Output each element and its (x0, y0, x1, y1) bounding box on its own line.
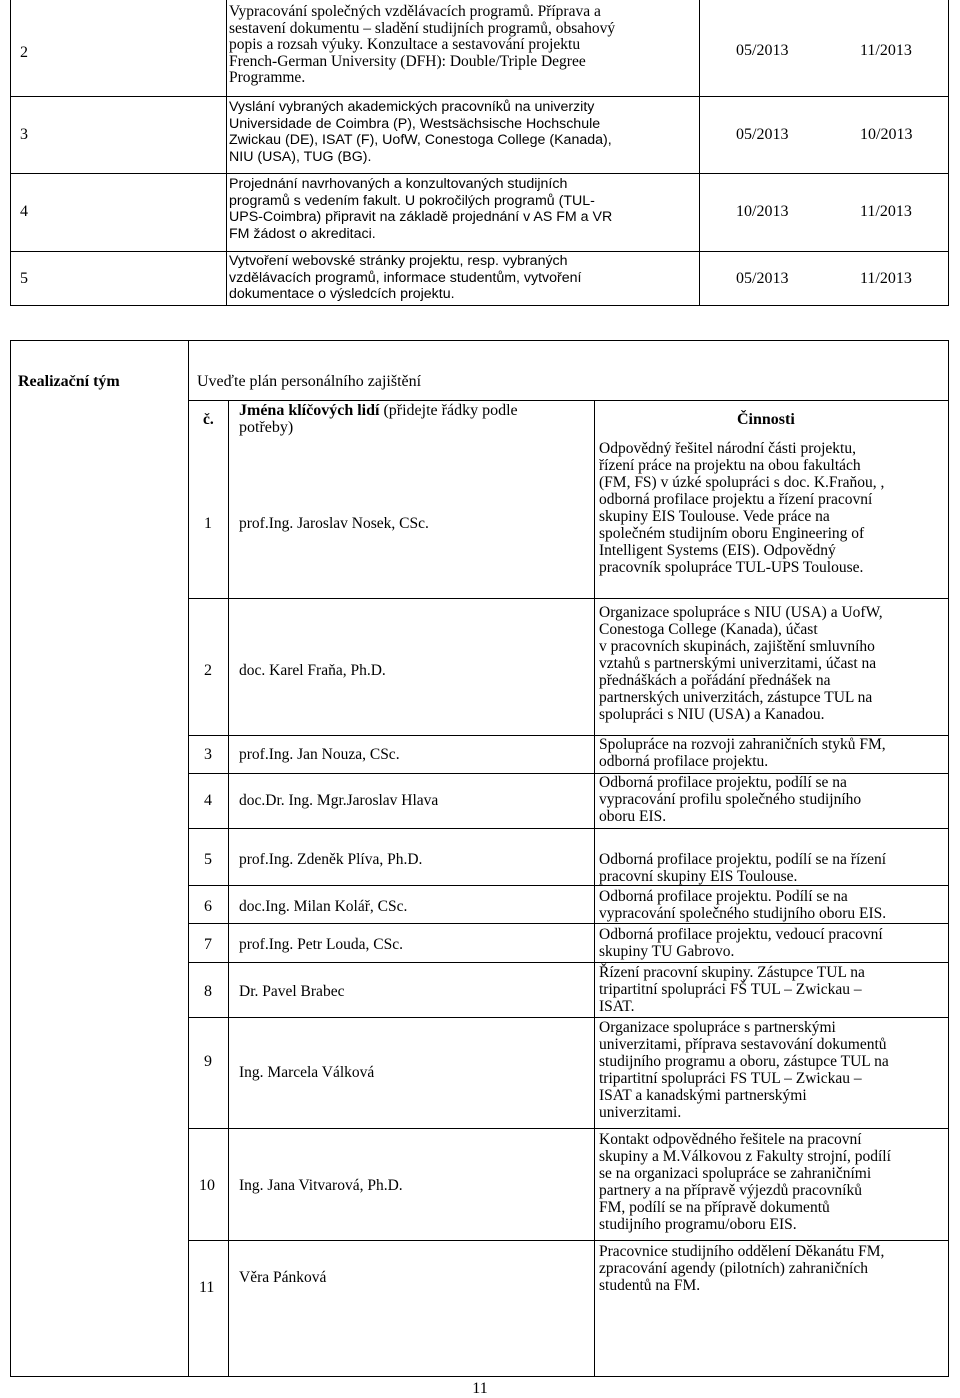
member-activity: Odborná profilace projektu, podílí se na řízení pracovní skupiny EIS Toulouse. (599, 851, 887, 885)
member-activity: Organizace spolupráce s partnerskými univerzitami, příprava sestavování dokumentů studijního programu a oboru, zástupce TUL na tripartitní spolupráci FS TUL – Zwickau – ISAT a kanadskými partnerskými univerzitami. (599, 1019, 889, 1121)
member-number: 1 (204, 515, 212, 532)
instruction-text: Uveďte plán personálního zajištění (197, 373, 422, 390)
column-header-activities: Činnosti (737, 411, 795, 428)
column-header-names-rest: (přidejte řádky podle potřeby) (239, 402, 518, 436)
schedule-row-end: 11/2013 (860, 203, 912, 220)
member-name: Dr. Pavel Brabec (239, 983, 345, 1000)
schedule-row-end: 11/2013 (860, 42, 912, 59)
schedule-row-end: 10/2013 (860, 126, 913, 143)
member-number: 5 (204, 851, 212, 868)
schedule-row-end: 11/2013 (860, 270, 912, 287)
schedule-row-number: 5 (20, 270, 28, 287)
member-number: 9 (204, 1053, 212, 1070)
column-header-names (239, 402, 589, 436)
member-name: doc.Ing. Milan Kolář, CSc. (239, 898, 408, 915)
member-number: 6 (204, 898, 212, 915)
member-number: 3 (204, 746, 212, 763)
schedule-row-number: 3 (20, 126, 28, 143)
member-name: prof.Ing. Zdeněk Plíva, Ph.D. (239, 851, 423, 868)
member-name: Věra Pánková (239, 1269, 327, 1286)
member-number: 11 (199, 1279, 215, 1296)
member-name: Ing. Jana Vitvarová, Ph.D. (239, 1177, 403, 1194)
member-name: prof.Ing. Petr Louda, CSc. (239, 936, 404, 953)
member-number: 7 (204, 936, 212, 953)
member-activity: Odborná profilace projektu, vedoucí pracovní skupiny TU Gabrovo. (599, 926, 883, 960)
member-number: 2 (204, 662, 212, 679)
member-activity: Organizace spolupráce s NIU (USA) a UofW, Conestoga College (Kanada), účast v pracovních skupinách, zajištění smluvního vztahů s partnerskými univerzitami, účast na přednáškách a pořádání přednášek na partnerských univerzitách, zástupce TUL na spolupráci s NIU (USA) a Kanadou. (599, 604, 883, 723)
member-number: 8 (204, 983, 212, 1000)
member-name: prof.Ing. Jaroslav Nosek, CSc. (239, 515, 429, 532)
member-activity: Kontakt odpovědného řešitele na pracovní skupiny a M.Válkovou z Fakulty strojní, podílí se na organizaci spolupráce se zahraničními partnery a na přípravě výjezdů pracovníků FM, podílí se na přípravě dokumentů studijního programu/oboru EIS. (599, 1131, 891, 1233)
member-name: Ing. Marcela Válková (239, 1064, 375, 1081)
member-name: doc. Karel Fraňa, Ph.D. (239, 662, 386, 679)
member-activity: Odborná profilace projektu. Podílí se na vypracování společného studijního oboru EIS. (599, 888, 887, 922)
member-activity: Spolupráce na rozvoji zahraničních styků FM, odborná profilace projektu. (599, 736, 886, 770)
schedule-row-start: 10/2013 (736, 203, 789, 220)
column-header-names-bold: Jména klíčových lidí (239, 402, 380, 419)
section-label: Realizační tým (18, 373, 120, 390)
schedule-row-start: 05/2013 (736, 126, 789, 143)
member-activity: Pracovnice studijního oddělení Děkanátu FM, zpracování agendy (pilotních) zahraničních studentů na FM. (599, 1243, 885, 1294)
schedule-row-text: Vypracování společných vzdělávacích programů. Příprava a sestavení dokumentu – sladění studijních programů, obsahový popis a rozsah výuky. Konzultace a sestavování projektu French-German University (DFH): Double/Triple Degree Programme. (229, 3, 616, 86)
schedule-row-start: 05/2013 (736, 42, 789, 59)
column-header-number: č. (203, 411, 214, 428)
member-activity: Odpovědný řešitel národní části projektu, řízení práce na projektu na obou fakultách (FM, FS) v úzké spolupráci s doc. K.Fraňou, , odborná profilace projektu a řízení pracovní skupiny EIS Toulouse. Vede práce na společném studijním oboru Engineering of Intelligent Systems (EIS). Odpovědný pracovník spolupráce TUL-UPS Toulouse. (599, 440, 885, 576)
schedule-row-text: Projednání navrhovaných a konzultovaných studijních programů s vedením fakult. U pokročilých programů (TUL- UPS-Coimbra) připravit na základě projednání v AS FM a VR FM žádost o akreditaci. (229, 176, 613, 242)
member-activity: Odborná profilace projektu, podílí se na vypracování profilu společného studijního oboru EIS. (599, 774, 862, 825)
schedule-row-text: Vytvoření webovské stránky projektu, resp. vybraných vzdělávacích programů, informace studentům, vytvoření dokumentace o výsledcích projektu. (229, 253, 582, 302)
member-number: 10 (199, 1177, 215, 1194)
member-number: 4 (204, 792, 212, 809)
schedule-row-text: Vyslání vybraných akademických pracovníků na univerzity Universidade de Coimbra (P), Westsächsische Hochschule Zwickau (DE), ISAT (F), UofW, Conestoga College (Kanada), NIU (USA), TUG (BG). (229, 99, 612, 165)
member-activity: Řízení pracovní skupiny. Zástupce TUL na tripartitní spolupráci FŠ TUL – Zwickau – ISAT. (599, 964, 865, 1015)
schedule-row-number: 2 (20, 44, 28, 61)
schedule-row-number: 4 (20, 203, 28, 220)
page-number: 11 (472, 1380, 488, 1397)
member-name: doc.Dr. Ing. Mgr.Jaroslav Hlava (239, 792, 439, 809)
member-name: prof.Ing. Jan Nouza, CSc. (239, 746, 400, 763)
schedule-row-start: 05/2013 (736, 270, 789, 287)
